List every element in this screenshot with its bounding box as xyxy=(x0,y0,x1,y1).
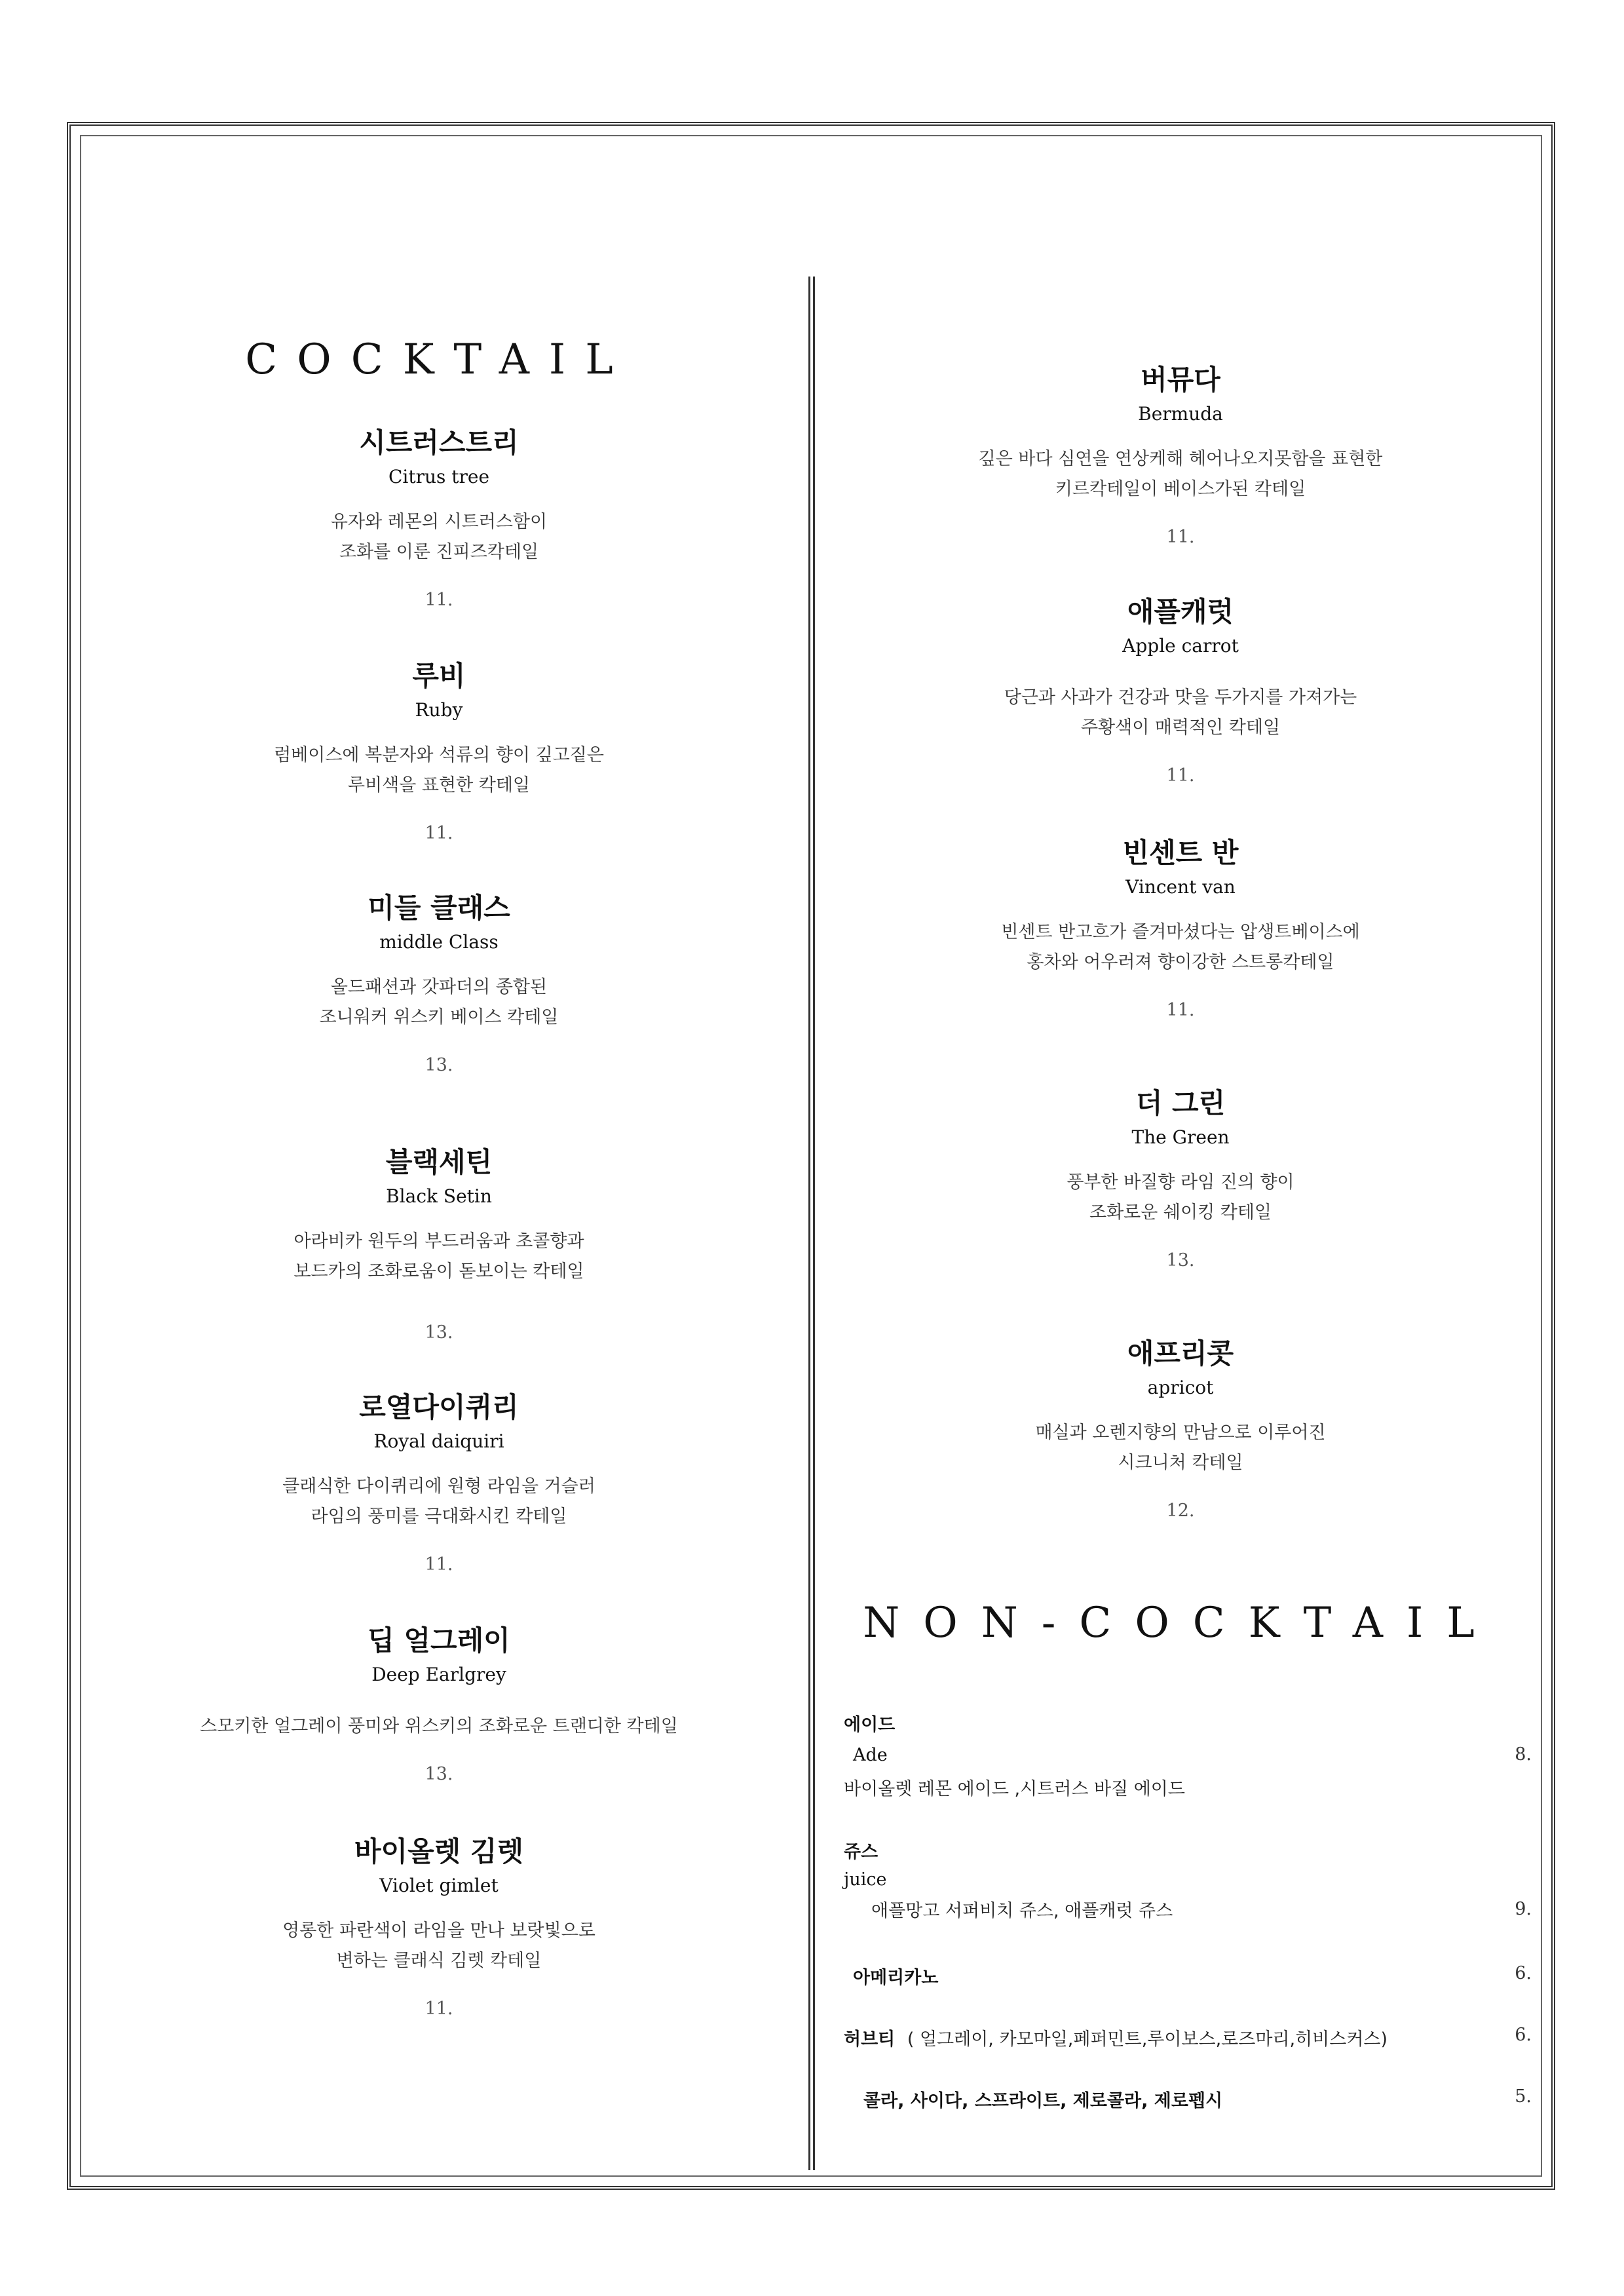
item-price: 12. xyxy=(1166,1501,1195,1521)
item-name: 시트러스트리 xyxy=(359,427,519,459)
menu-item-citrus-tree xyxy=(111,423,766,613)
nc-item-price: 6. xyxy=(1515,2025,1532,2045)
item-name: 빈센트 반 xyxy=(1122,837,1239,869)
non-cocktail-item-herbtea xyxy=(844,2025,1532,2050)
item-name: 블랙세틴 xyxy=(385,1146,493,1178)
item-price: 11. xyxy=(425,1999,453,2019)
menu-item-black-setin xyxy=(111,1143,766,1346)
menu-item-deep-earlgrey xyxy=(111,1621,766,1788)
item-description: 아라비카 원두의 부드러움과 초콜향과 보드카의 조화로움이 돋보이는 칵테일 xyxy=(293,1231,584,1282)
non-cocktail-item-juice xyxy=(844,1837,1532,1922)
menu-item-bermuda xyxy=(853,360,1508,550)
item-name: 애프리콧 xyxy=(1127,1337,1234,1369)
item-name: 미들 클래스 xyxy=(368,892,510,924)
nc-item-price: 6. xyxy=(1515,1963,1532,1983)
item-price: 11. xyxy=(1166,527,1195,547)
item-english-name: apricot xyxy=(1147,1377,1214,1398)
item-english-name: Vincent van xyxy=(1125,876,1236,898)
item-name: 로열다이퀴리 xyxy=(359,1391,519,1423)
nc-item-english-name: Ade xyxy=(853,1745,888,1765)
nc-item-title: 콜라, 사이다, 스프라이트, 제로콜라, 제로펩시 xyxy=(863,2091,1223,2111)
column-divider xyxy=(808,277,815,2170)
item-english-name: Apple carrot xyxy=(1122,635,1239,657)
item-description: 당근과 사과가 건강과 맛을 두가지를 가져가는 주황색이 매력적인 칵테일 xyxy=(1004,687,1357,738)
non-cocktail-item-ade xyxy=(844,1710,1532,1800)
item-price: 11. xyxy=(1166,765,1195,786)
item-price: 11. xyxy=(425,823,453,843)
non-cocktail-item-americano xyxy=(844,1963,1532,1989)
item-price: 13. xyxy=(425,1055,453,1075)
item-description: 빈센트 반고흐가 즐겨마셨다는 압생트베이스에 홍차와 어우러져 향이강한 스트롱칵테일 xyxy=(1001,922,1360,972)
nc-item-description: 바이올렛 레몬 에이드 ,시트러스 바질 에이드 xyxy=(844,1779,1185,1799)
item-description: 유자와 레몬의 시트러스함이 조화를 이룬 진피즈칵테일 xyxy=(330,512,548,562)
non-cocktail-heading: NON-COCKTAIL xyxy=(863,1599,1498,1647)
item-name: 버뮤다 xyxy=(1141,364,1220,396)
menu-item-royal-daiquiri xyxy=(111,1388,766,1578)
nc-item-description: ( 얼그레이, 카모마일,페퍼민트,루이보스,로즈마리,히비스커스) xyxy=(907,2029,1388,2050)
menu-item-middle-class xyxy=(111,889,766,1079)
item-english-name: Royal daiquiri xyxy=(373,1430,504,1452)
item-price: 13. xyxy=(1166,1250,1195,1271)
nc-item-description: 애플망고 서퍼비치 쥬스, 애플캐럿 쥬스 xyxy=(871,1901,1173,1921)
item-price: 11. xyxy=(1166,1000,1195,1020)
item-english-name: Ruby xyxy=(415,699,463,721)
menu-item-violet-gimlet xyxy=(111,1832,766,2022)
item-price: 11. xyxy=(425,590,453,610)
item-price: 11. xyxy=(425,1554,453,1575)
item-english-name: middle Class xyxy=(379,931,499,953)
non-cocktail-item-soda xyxy=(844,2086,1532,2112)
menu-item-vincent-van xyxy=(853,833,1508,1024)
nc-item-price: 9. xyxy=(1515,1899,1532,1919)
item-description: 깊은 바다 심연을 연상케해 헤어나오지못함을 표현한 키르칵테일이 베이스가된 칵테일 xyxy=(978,449,1383,499)
item-name: 루비 xyxy=(412,660,466,692)
item-english-name: The Green xyxy=(1131,1126,1230,1148)
item-description: 럼베이스에 복분자와 석류의 향이 깊고짙은 루비색을 표현한 칵테일 xyxy=(274,745,604,795)
nc-item-price: 8. xyxy=(1515,1744,1532,1765)
item-english-name: Deep Earlgrey xyxy=(371,1664,506,1685)
nc-item-title: 허브티 xyxy=(844,2029,896,2050)
item-name: 바이올렛 김렛 xyxy=(354,1835,524,1867)
item-english-name: Bermuda xyxy=(1138,403,1223,425)
nc-item-title: 쥬스 xyxy=(844,1842,878,1862)
item-name: 더 그린 xyxy=(1135,1087,1226,1119)
item-description: 올드패션과 갓파더의 종합된 조니워커 위스키 베이스 칵테일 xyxy=(319,977,559,1027)
menu-item-apricot xyxy=(853,1334,1508,1524)
menu-item-the-green xyxy=(853,1084,1508,1274)
item-description: 클래식한 다이퀴리에 원형 라임을 거슬러 라임의 풍미를 극대화시킨 칵테일 xyxy=(282,1476,595,1527)
nc-item-title: 에이드 xyxy=(844,1715,896,1735)
item-name: 애플캐럿 xyxy=(1127,596,1234,628)
item-description: 영롱한 파란색이 라임을 만나 보랏빛으로 변하는 클래식 김렛 칵테일 xyxy=(282,1921,595,1971)
item-english-name: Violet gimlet xyxy=(379,1875,499,1896)
menu-item-ruby xyxy=(111,657,766,847)
nc-item-english-name: juice xyxy=(844,1869,887,1890)
item-price: 13. xyxy=(425,1322,453,1343)
cocktail-heading: COCKTAIL xyxy=(245,335,633,384)
item-english-name: Black Setin xyxy=(386,1185,492,1207)
nc-item-title: 아메리카노 xyxy=(853,1968,939,1988)
item-description: 스모키한 얼그레이 풍미와 위스키의 조화로운 트랜디한 칵테일 xyxy=(200,1716,678,1736)
item-description: 매실과 오렌지향의 만남으로 이루어진 시크니처 칵테일 xyxy=(1035,1423,1326,1473)
item-price: 13. xyxy=(425,1764,453,1784)
item-english-name: Citrus tree xyxy=(388,466,490,488)
item-description: 풍부한 바질향 라임 진의 향이 조화로운 쉐이킹 칵테일 xyxy=(1067,1172,1294,1223)
menu-item-apple-carrot xyxy=(853,592,1508,789)
nc-item-price: 5. xyxy=(1515,2086,1532,2107)
item-name: 딥 얼그레이 xyxy=(368,1624,510,1656)
